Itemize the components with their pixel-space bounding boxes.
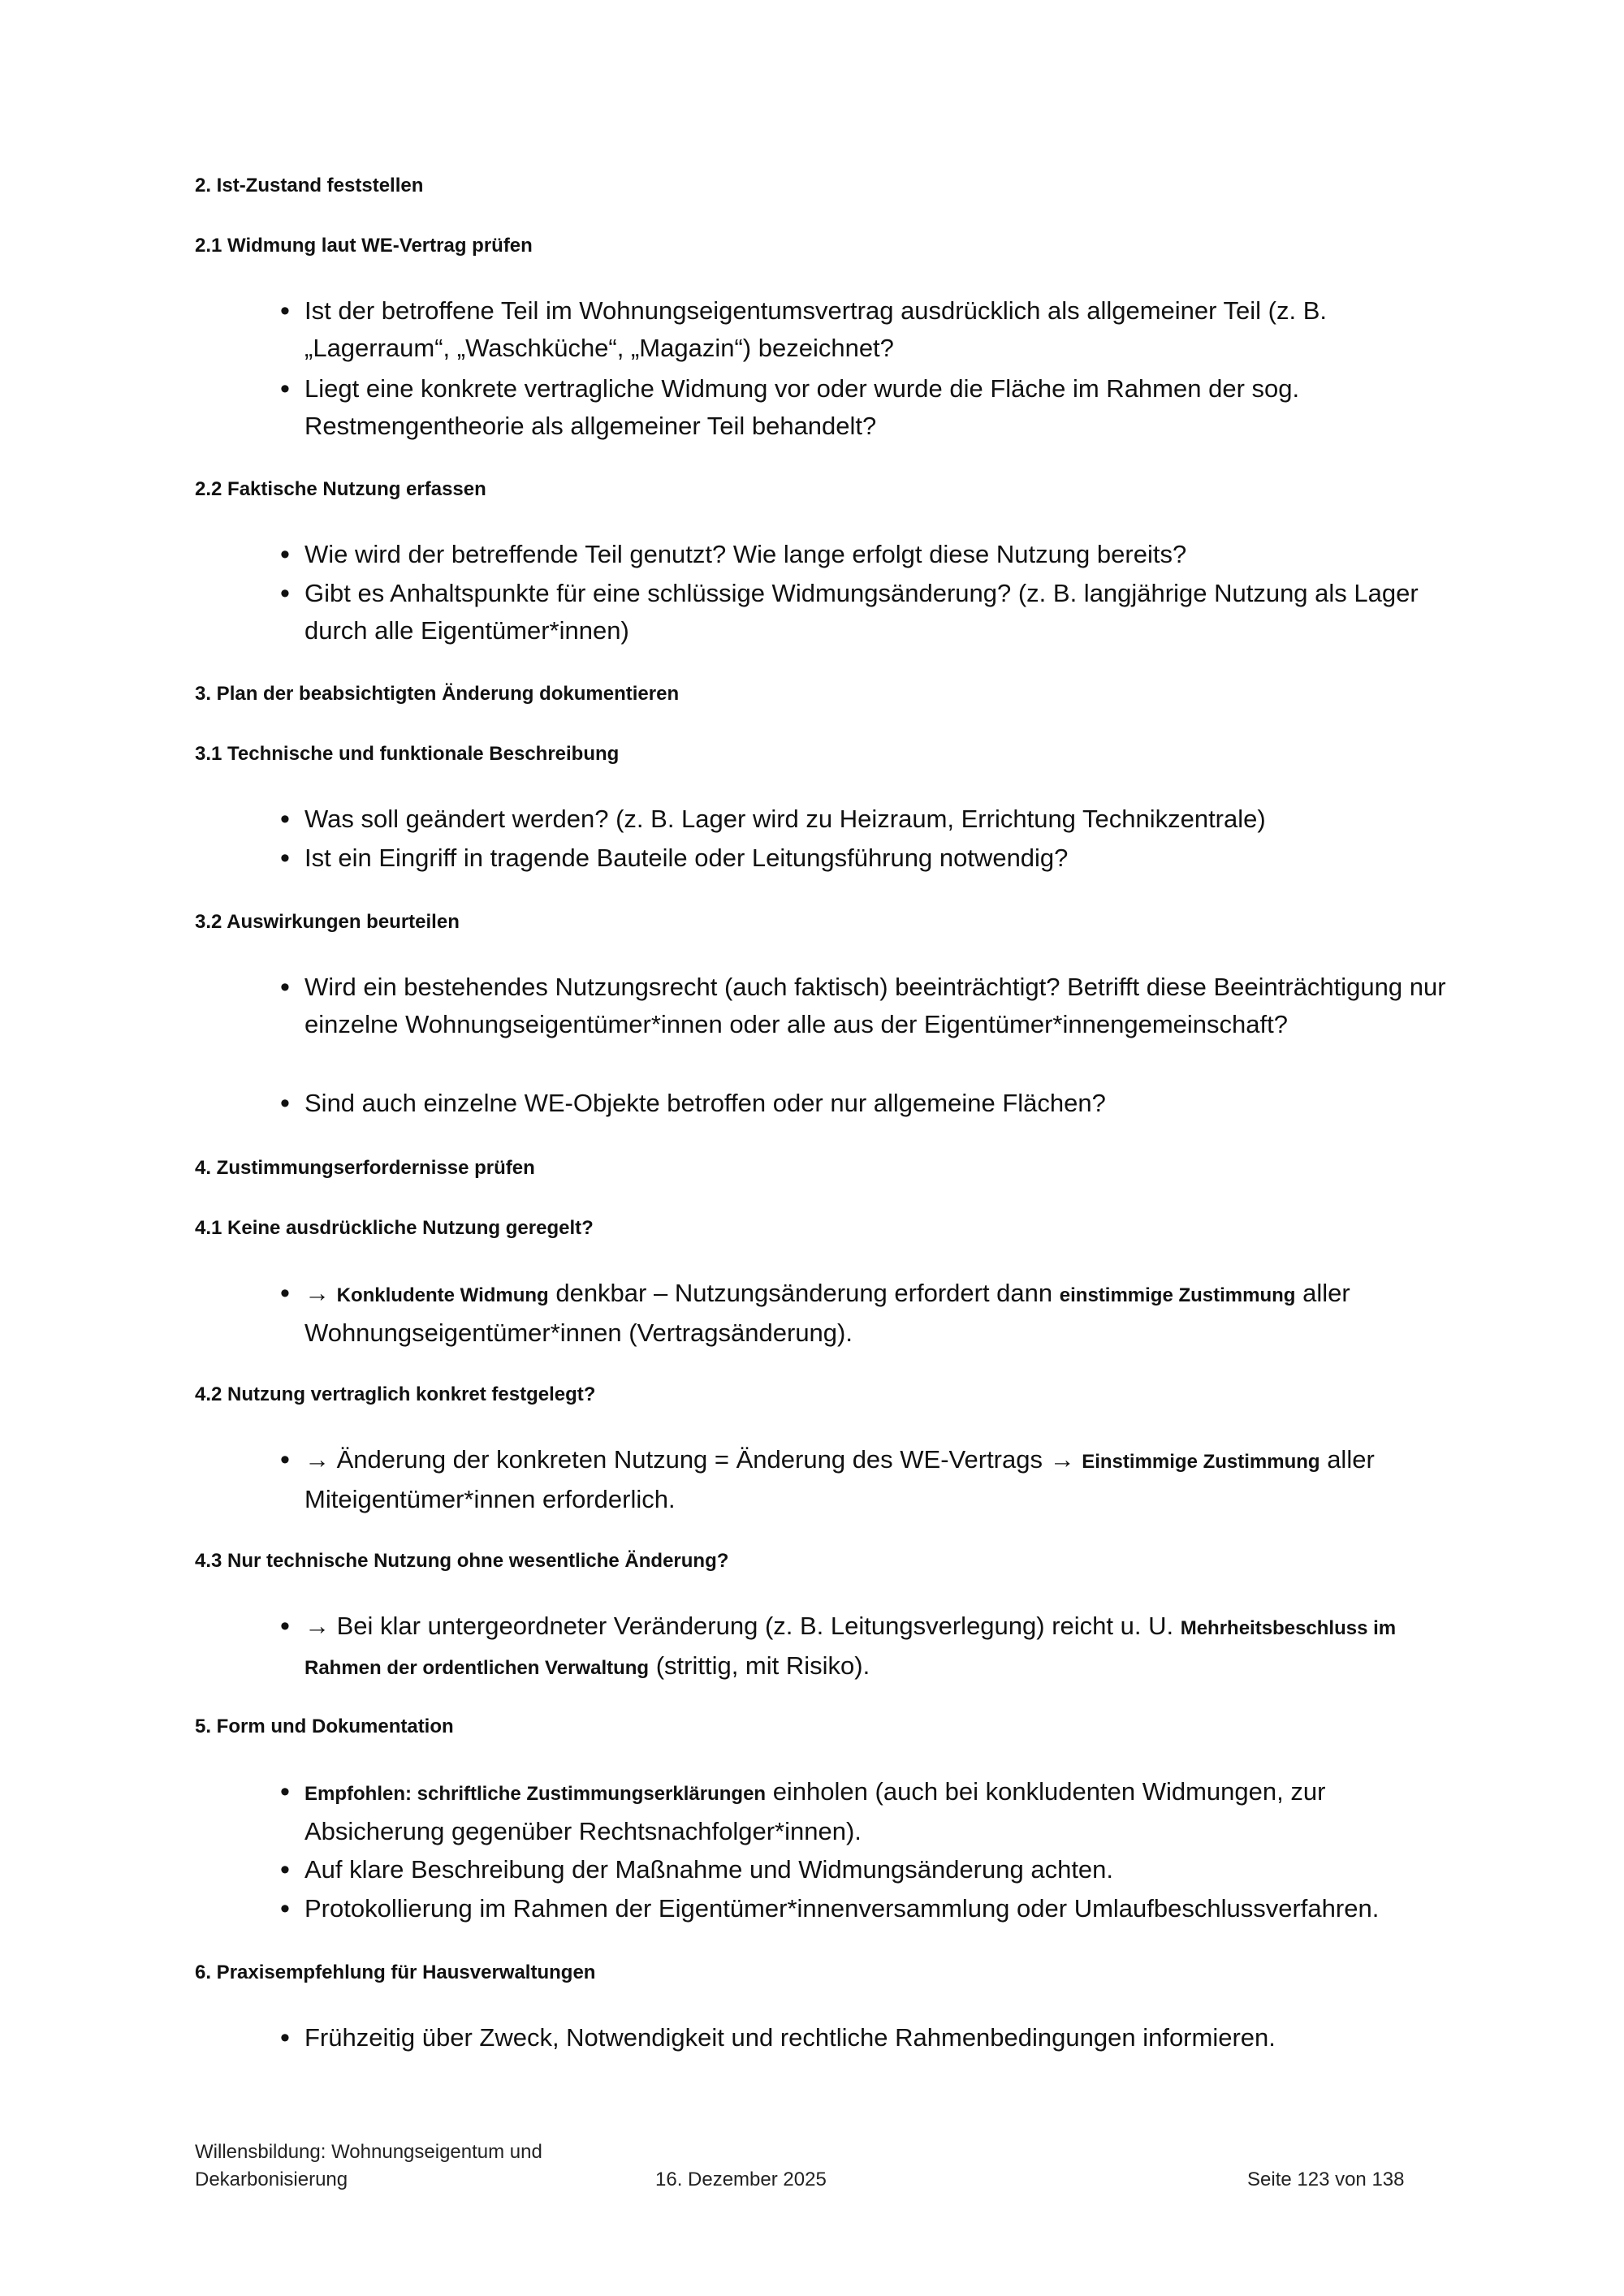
footer-page-number: Seite 123 von 138 [1247,2169,1405,2190]
footer-date: 16. Dezember 2025 [655,2169,827,2190]
heading-6: 6. Praxisempfehlung für Hausverwaltungen [195,1962,596,1983]
heading-3-1: 3.1 Technische und funktionale Beschreibung [195,743,620,765]
list-item: • → Bei klar untergeordneter Veränderung (z. B. Leitungsverlegung) reicht u. U. Mehrheitsbeschluss im Rahmen der ordentlichen Verwaltung (strittig, mit Risiko). [304,1608,1466,1687]
footer-title: Willensbildung: Wohnungseigentum und Dekarbonisierung [195,2141,542,2190]
heading-2-2: 2.2 Faktische Nutzung erfassen [195,478,486,500]
list-item: • Liegt eine konkrete vertragliche Widmung vor oder wurde die Fläche im Rahmen der sog. Restmengentheorie als allgemeiner Teil behandelt? [304,370,1466,445]
list-item: • Sind auch einzelne WE-Objekte betroffen oder nur allgemeine Flächen? [304,1085,1466,1122]
list-item: • Ist ein Eingriff in tragende Bauteile oder Leitungsführung notwendig? [304,839,1466,877]
list-item: • Wird ein bestehendes Nutzungsrecht (auch faktisch) beeinträchtigt? Betrifft diese Beeinträchtigung nur einzelne Wohnungseigentümer*innen oder alle aus der Eigentümer*innengemeinschaft? [304,969,1466,1043]
heading-4-2: 4.2 Nutzung vertraglich konkret festgelegt? [195,1383,596,1405]
list-item: • Gibt es Anhaltspunkte für eine schlüssige Widmungsänderung? (z. B. langjährige Nutzung als Lager durch alle Eigentümer*innen) [304,575,1466,650]
list-item: • Wie wird der betreffende Teil genutzt? Wie lange erfolgt diese Nutzung bereits? [304,536,1466,573]
list-item: • Frühzeitig über Zweck, Notwendigkeit und rechtliche Rahmenbedingungen informieren. [304,2019,1466,2056]
list-item: • Auf klare Beschreibung der Maßnahme und Widmungsänderung achten. [304,1851,1466,1888]
heading-4-1: 4.1 Keine ausdrückliche Nutzung geregelt? [195,1217,594,1239]
heading-2: 2. Ist-Zustand feststellen [195,175,424,196]
list-item: • Ist der betroffene Teil im Wohnungseigentumsvertrag ausdrücklich als allgemeiner Teil (z. B. „Lagerraum“, „Waschküche“, „Magazin“) bezeichnet? [304,292,1466,367]
heading-4: 4. Zustimmungserfordernisse prüfen [195,1157,535,1179]
heading-3-2: 3.2 Auswirkungen beurteilen [195,911,460,933]
heading-3: 3. Plan der beabsichtigten Änderung dokumentieren [195,683,680,705]
heading-2-1: 2.1 Widmung laut WE-Vertrag prüfen [195,235,533,257]
list-item: • Empfohlen: schriftliche Zustimmungserklärungen einholen (auch bei konkludenten Widmungen, zur Absicherung gegenüber Rechtsnachfolger*innen). [304,1773,1466,1850]
heading-4-3: 4.3 Nur technische Nutzung ohne wesentliche Änderung? [195,1550,729,1572]
heading-5: 5. Form und Dokumentation [195,1716,454,1737]
list-item: • → Änderung der konkreten Nutzung = Änderung des WE-Vertrags → Einstimmige Zustimmung aller Miteigentümer*innen erforderlich. [304,1441,1466,1518]
list-item: • Protokollierung im Rahmen der Eigentümer*innenversammlung oder Umlaufbeschlussverfahren. [304,1890,1466,1927]
list-item: • Was soll geändert werden? (z. B. Lager wird zu Heizraum, Errichtung Technikzentrale) [304,801,1466,838]
list-item: • → Konkludente Widmung denkbar – Nutzungsänderung erfordert dann einstimmige Zustimmung aller Wohnungseigentümer*innen (Vertragsänderung). [304,1275,1466,1352]
